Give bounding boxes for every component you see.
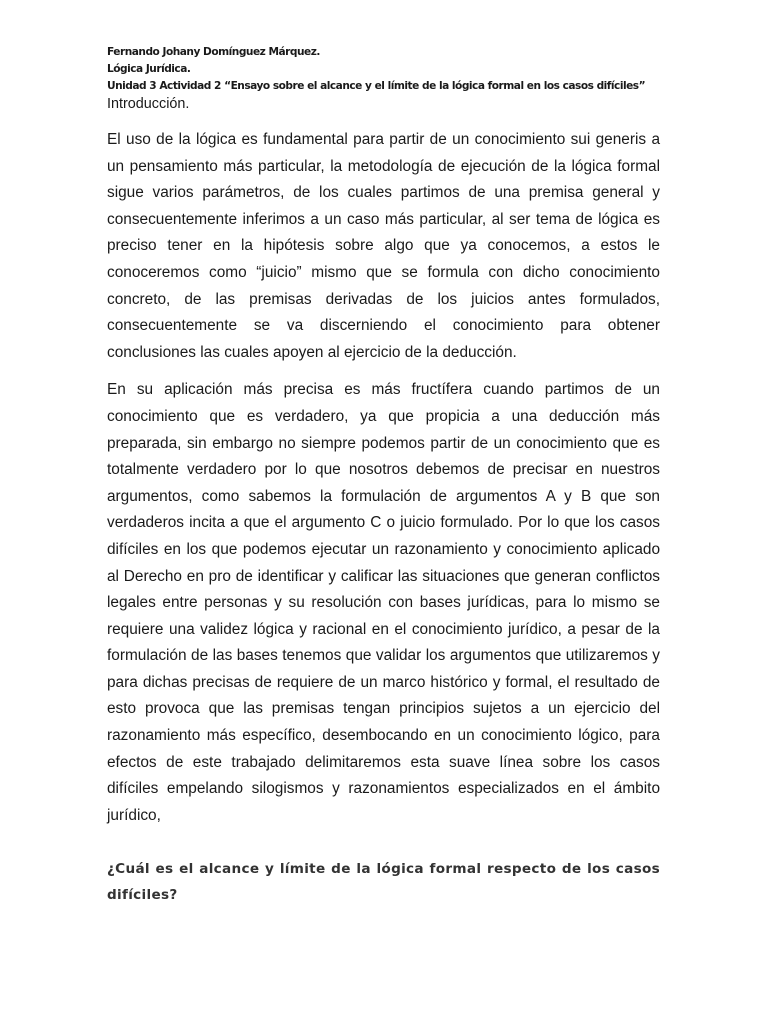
document-page <box>107 44 660 903</box>
author-name: Fernando Johany Domínguez Márquez. <box>107 46 320 58</box>
essay-question: ¿Cuál es el alcance y límite de la lógica formal respecto de los casos difíciles? <box>107 861 660 903</box>
section-heading: Introducción. <box>107 96 190 112</box>
paragraph-1: El uso de la lógica es fundamental para partir de un conocimiento sui generis a un pensamiento más particular, la metodología de ejecución de la lógica formal sigue varios parámetros, de los cuales partimos de una premisa general y consecuentemente inferimos a un caso más particular, al ser tema de lógica es preciso tener en la hipótesis sobre algo que ya conocemos, a estos le conoceremos como “juicio” mismo que se formula con dicho conocimiento concreto, de las premisas derivadas de los juicios antes formulados, consecuentemente se va discerniendo el conocimiento para obtener conclusiones las cuales apoyen al ejercicio de la deducción. <box>107 131 660 361</box>
subject-title: Lógica Jurídica. <box>107 63 191 75</box>
paragraph-2: En su aplicación más precisa es más fructífera cuando partimos de un conocimiento que es verdadero, ya que propicia a una deducción más preparada, sin embargo no siempre podemos partir de un conocimiento que es totalmente verdadero por lo que nosotros debemos de precisar en nuestros argumentos, como sabemos la formulación de argumentos A y B que son verdaderos incita a que el argumento C o juicio formulado. Por lo que los casos difíciles en los que podemos ejecutar un razonamiento y conocimiento aplicado al Derecho en pro de identificar y calificar las situaciones que generan conflictos legales entre personas y su resolución con bases jurídicas, para lo mismo se requiere una validez lógica y racional en el conocimiento jurídico, a pesar de la formulación de las bases tenemos que validar los argumentos que utilizaremos y para dichas precisas de requiere de un marco histórico y formal, el resultado de esto provoca que las premisas tengan principios sujetos a un ejercicio del razonamiento más específico, desembocando en un conocimiento lógico, para efectos de este trabajado delimitaremos esta suave línea sobre los casos difíciles empelando silogismos y razonamientos especializados en el ámbito jurídico, <box>107 381 660 824</box>
activity-title: Unidad 3 Actividad 2 “Ensayo sobre el alcance y el límite de la lógica formal en los casos difíciles” <box>107 80 646 92</box>
